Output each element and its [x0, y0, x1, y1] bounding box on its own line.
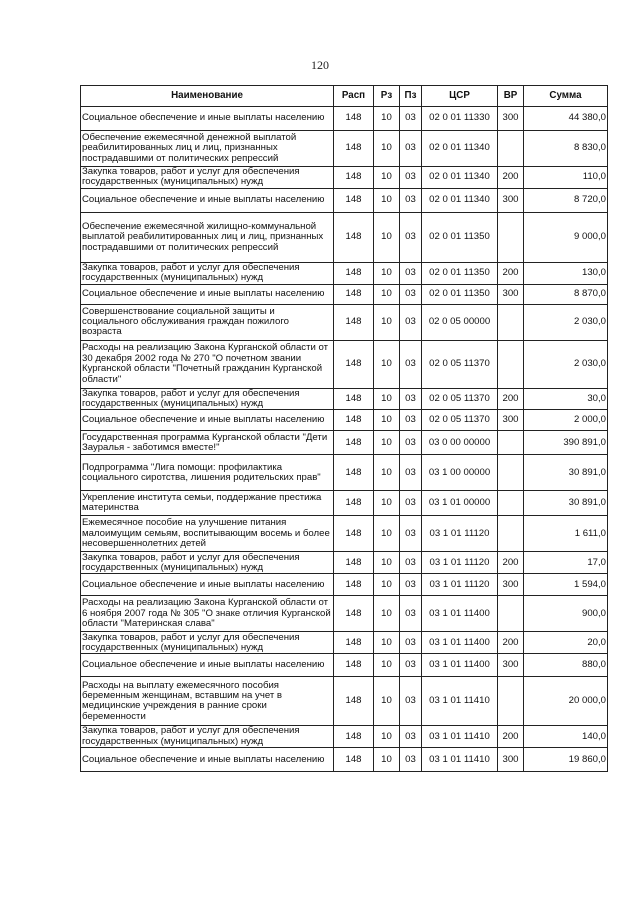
table-row: [81, 167, 608, 189]
table-body: [81, 107, 608, 772]
row-name: Подпрограмма "Лига помощи: профилактика социального сиротства, лишения родительских прав": [81, 455, 334, 491]
row-rasp: 148: [334, 516, 374, 552]
row-vr: [498, 131, 524, 167]
row-rz: 10: [374, 284, 400, 304]
row-pz: 03: [400, 455, 422, 491]
row-csr: 03 1 01 11120: [422, 552, 498, 574]
row-vr: 200: [498, 726, 524, 748]
row-vr: 300: [498, 654, 524, 677]
row-rasp: 148: [334, 388, 374, 410]
row-rz: 10: [374, 632, 400, 654]
row-rasp: 148: [334, 107, 374, 131]
row-rasp: 148: [334, 677, 374, 726]
row-sum: 19 860,0: [524, 748, 608, 772]
row-rasp: 148: [334, 262, 374, 284]
row-csr: 02 0 01 11350: [422, 284, 498, 304]
row-name: Обеспечение ежемесячной денежной выплатой реабилитированных лиц и лиц, признанных пострадавшими от политических репрессий: [81, 131, 334, 167]
row-csr: 03 1 01 00000: [422, 491, 498, 516]
row-rz: 10: [374, 596, 400, 632]
row-csr: 03 1 01 11400: [422, 632, 498, 654]
row-vr: 200: [498, 552, 524, 574]
row-csr: 03 1 01 11120: [422, 574, 498, 596]
row-csr: 02 0 05 00000: [422, 304, 498, 340]
row-name: Закупка товаров, работ и услуг для обеспечения государственных (муниципальных) нужд: [81, 726, 334, 748]
row-rz: 10: [374, 574, 400, 596]
row-name: Укрепление института семьи, поддержание престижа материнства: [81, 491, 334, 516]
row-csr: 03 1 01 11120: [422, 516, 498, 552]
row-pz: 03: [400, 212, 422, 262]
row-csr: 02 0 01 11350: [422, 262, 498, 284]
row-name: Государственная программа Курганской области "Дети Зауралья - заботимся вместе!": [81, 431, 334, 455]
row-rz: 10: [374, 491, 400, 516]
row-csr: 02 0 01 11350: [422, 212, 498, 262]
row-sum: 9 000,0: [524, 212, 608, 262]
table-header-row: [81, 86, 608, 107]
row-pz: 03: [400, 188, 422, 212]
page-number: 120: [311, 58, 329, 72]
row-rasp: 148: [334, 340, 374, 388]
row-csr: 02 0 01 11340: [422, 167, 498, 189]
row-rz: 10: [374, 654, 400, 677]
table-row: [81, 388, 608, 410]
row-csr: 02 0 05 11370: [422, 340, 498, 388]
row-rasp: 148: [334, 574, 374, 596]
row-sum: 1 594,0: [524, 574, 608, 596]
row-rasp: 148: [334, 410, 374, 431]
row-sum: 2 030,0: [524, 340, 608, 388]
row-vr: [498, 491, 524, 516]
table-row: [81, 188, 608, 212]
row-rz: 10: [374, 340, 400, 388]
row-rasp: 148: [334, 167, 374, 189]
row-vr: 200: [498, 632, 524, 654]
header-vr: ВР: [498, 86, 524, 107]
row-vr: [498, 212, 524, 262]
row-pz: 03: [400, 552, 422, 574]
row-vr: 300: [498, 284, 524, 304]
row-rz: 10: [374, 410, 400, 431]
table-row: [81, 726, 608, 748]
row-pz: 03: [400, 388, 422, 410]
row-csr: 03 1 01 11410: [422, 748, 498, 772]
row-name: Социальное обеспечение и иные выплаты населению: [81, 188, 334, 212]
row-rz: 10: [374, 388, 400, 410]
row-vr: 200: [498, 262, 524, 284]
row-vr: 300: [498, 410, 524, 431]
row-sum: 110,0: [524, 167, 608, 189]
table-row: [81, 491, 608, 516]
row-vr: [498, 596, 524, 632]
row-csr: 03 1 01 11410: [422, 677, 498, 726]
row-rz: 10: [374, 107, 400, 131]
row-rasp: 148: [334, 284, 374, 304]
table-row: [81, 262, 608, 284]
row-pz: 03: [400, 340, 422, 388]
header-rz: Рз: [374, 86, 400, 107]
table-row: [81, 748, 608, 772]
header-name: Наименование: [81, 86, 334, 107]
row-rasp: 148: [334, 431, 374, 455]
table-row: [81, 632, 608, 654]
row-name: Социальное обеспечение и иные выплаты населению: [81, 284, 334, 304]
row-rasp: 148: [334, 552, 374, 574]
row-pz: 03: [400, 632, 422, 654]
row-csr: 03 1 01 11410: [422, 726, 498, 748]
table-row: [81, 516, 608, 552]
table-row: [81, 596, 608, 632]
row-pz: 03: [400, 107, 422, 131]
row-name: Социальное обеспечение и иные выплаты населению: [81, 107, 334, 131]
row-rasp: 148: [334, 726, 374, 748]
row-rz: 10: [374, 748, 400, 772]
row-sum: 140,0: [524, 726, 608, 748]
row-pz: 03: [400, 167, 422, 189]
row-rz: 10: [374, 455, 400, 491]
table-row: [81, 284, 608, 304]
header-rasp: Расп: [334, 86, 374, 107]
header-sum: Сумма: [524, 86, 608, 107]
row-csr: 02 0 05 11370: [422, 388, 498, 410]
table-row: [81, 574, 608, 596]
row-vr: 200: [498, 167, 524, 189]
row-rz: 10: [374, 167, 400, 189]
row-name: Обеспечение ежемесячной жилищно-коммунальной выплатой реабилитированных лиц и лиц, признанных пострадавшими от политических репрессий: [81, 212, 334, 262]
row-vr: 300: [498, 748, 524, 772]
row-name: Расходы на реализацию Закона Курганской области от 30 декабря 2002 года № 270 "О почетном звании Курганской области "Почетный гражданин Курганской области": [81, 340, 334, 388]
row-rz: 10: [374, 516, 400, 552]
row-sum: 390 891,0: [524, 431, 608, 455]
row-vr: 300: [498, 107, 524, 131]
row-vr: 200: [498, 388, 524, 410]
row-name: Закупка товаров, работ и услуг для обеспечения государственных (муниципальных) нужд: [81, 632, 334, 654]
table-row: [81, 131, 608, 167]
row-pz: 03: [400, 410, 422, 431]
row-pz: 03: [400, 748, 422, 772]
row-rasp: 148: [334, 188, 374, 212]
row-sum: 30 891,0: [524, 491, 608, 516]
row-pz: 03: [400, 262, 422, 284]
row-sum: 20 000,0: [524, 677, 608, 726]
row-vr: [498, 516, 524, 552]
row-rz: 10: [374, 131, 400, 167]
row-sum: 44 380,0: [524, 107, 608, 131]
row-pz: 03: [400, 574, 422, 596]
table-row: [81, 431, 608, 455]
row-name: Социальное обеспечение и иные выплаты населению: [81, 574, 334, 596]
table-row: [81, 212, 608, 262]
table-row: [81, 455, 608, 491]
row-sum: 900,0: [524, 596, 608, 632]
row-csr: 03 1 00 00000: [422, 455, 498, 491]
row-name: Социальное обеспечение и иные выплаты населению: [81, 410, 334, 431]
table-row: [81, 552, 608, 574]
row-pz: 03: [400, 654, 422, 677]
row-rasp: 148: [334, 654, 374, 677]
row-name: Закупка товаров, работ и услуг для обеспечения государственных (муниципальных) нужд: [81, 167, 334, 189]
row-pz: 03: [400, 284, 422, 304]
row-name: Расходы на реализацию Закона Курганской области от 6 ноября 2007 года № 305 "О знаке отличия Курганской области "Материнская слава": [81, 596, 334, 632]
row-rasp: 148: [334, 596, 374, 632]
table-row: [81, 340, 608, 388]
budget-table: [80, 85, 608, 772]
row-csr: 02 0 01 11340: [422, 131, 498, 167]
row-pz: 03: [400, 491, 422, 516]
row-rasp: 148: [334, 748, 374, 772]
row-sum: 2 030,0: [524, 304, 608, 340]
row-pz: 03: [400, 516, 422, 552]
row-pz: 03: [400, 677, 422, 726]
row-sum: 880,0: [524, 654, 608, 677]
row-pz: 03: [400, 596, 422, 632]
row-pz: 03: [400, 726, 422, 748]
row-name: Социальное обеспечение и иные выплаты населению: [81, 654, 334, 677]
table-row: [81, 677, 608, 726]
row-pz: 03: [400, 131, 422, 167]
row-csr: 02 0 05 11370: [422, 410, 498, 431]
row-sum: 130,0: [524, 262, 608, 284]
row-rz: 10: [374, 726, 400, 748]
row-vr: 300: [498, 574, 524, 596]
row-vr: [498, 431, 524, 455]
row-sum: 8 830,0: [524, 131, 608, 167]
row-rasp: 148: [334, 131, 374, 167]
row-vr: [498, 340, 524, 388]
row-name: Социальное обеспечение и иные выплаты населению: [81, 748, 334, 772]
header-pz: Пз: [400, 86, 422, 107]
table-row: [81, 107, 608, 131]
row-csr: 03 0 00 00000: [422, 431, 498, 455]
row-vr: 300: [498, 188, 524, 212]
row-sum: 17,0: [524, 552, 608, 574]
row-rasp: 148: [334, 455, 374, 491]
row-sum: 30 891,0: [524, 455, 608, 491]
row-pz: 03: [400, 304, 422, 340]
row-csr: 02 0 01 11340: [422, 188, 498, 212]
row-name: Расходы на выплату ежемесячного пособия беременным женщинам, вставшим на учет в медицинские учреждения в ранние сроки беременности: [81, 677, 334, 726]
row-rz: 10: [374, 304, 400, 340]
table-row: [81, 410, 608, 431]
row-name: Закупка товаров, работ и услуг для обеспечения государственных (муниципальных) нужд: [81, 552, 334, 574]
row-sum: 8 720,0: [524, 188, 608, 212]
row-name: Закупка товаров, работ и услуг для обеспечения государственных (муниципальных) нужд: [81, 262, 334, 284]
row-sum: 2 000,0: [524, 410, 608, 431]
row-sum: 30,0: [524, 388, 608, 410]
row-rz: 10: [374, 431, 400, 455]
row-rasp: 148: [334, 632, 374, 654]
row-rasp: 148: [334, 212, 374, 262]
row-name: Закупка товаров, работ и услуг для обеспечения государственных (муниципальных) нужд: [81, 388, 334, 410]
row-name: Ежемесячное пособие на улучшение питания малоимущим семьям, воспитывающим восемь и более несовершеннолетних детей: [81, 516, 334, 552]
row-sum: 20,0: [524, 632, 608, 654]
row-sum: 1 611,0: [524, 516, 608, 552]
row-name: Совершенствование социальной защиты и социального обслуживания граждан пожилого возраста: [81, 304, 334, 340]
table-row: [81, 304, 608, 340]
row-rz: 10: [374, 188, 400, 212]
row-rz: 10: [374, 552, 400, 574]
row-vr: [498, 677, 524, 726]
row-vr: [498, 304, 524, 340]
row-sum: 8 870,0: [524, 284, 608, 304]
row-rasp: 148: [334, 491, 374, 516]
row-vr: [498, 455, 524, 491]
table-row: [81, 654, 608, 677]
header-csr: ЦСР: [422, 86, 498, 107]
row-rz: 10: [374, 212, 400, 262]
row-rz: 10: [374, 677, 400, 726]
row-csr: 02 0 01 11330: [422, 107, 498, 131]
row-csr: 03 1 01 11400: [422, 596, 498, 632]
row-rasp: 148: [334, 304, 374, 340]
row-rz: 10: [374, 262, 400, 284]
row-csr: 03 1 01 11400: [422, 654, 498, 677]
row-pz: 03: [400, 431, 422, 455]
